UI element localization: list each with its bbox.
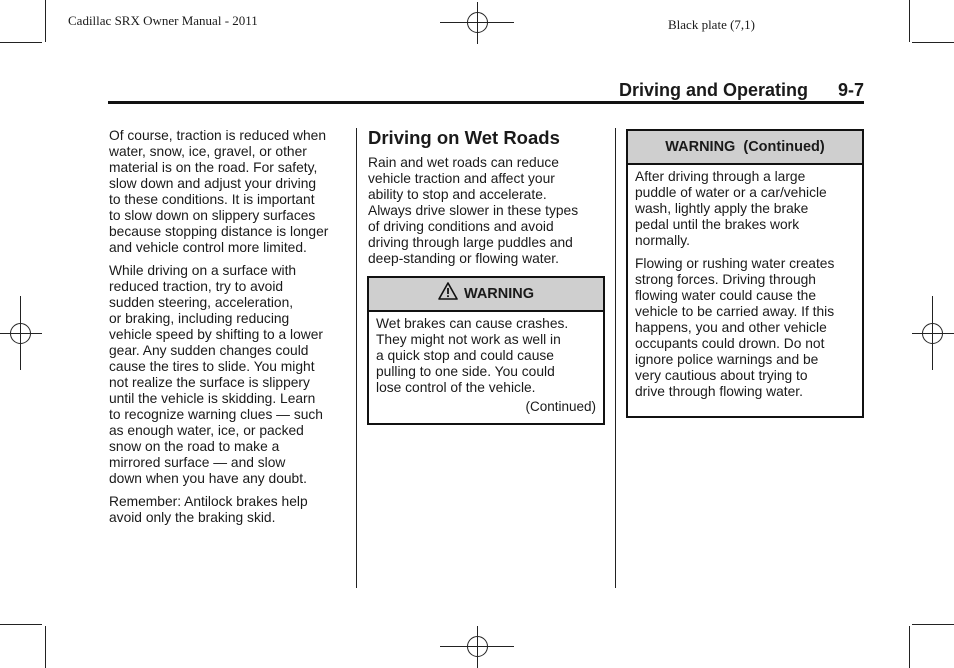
text-line: drive through flowing water. <box>635 384 803 399</box>
crop-mark <box>909 0 910 42</box>
text-line: to recognize warning clues — such <box>109 407 323 422</box>
text-line: Flowing or rushing water creates <box>635 256 835 271</box>
text-line: to these conditions. It is important <box>109 192 315 207</box>
text-line: of driving conditions and avoid <box>368 219 554 234</box>
registration-mark-bottom <box>440 626 514 668</box>
text-line: vehicle traction and affect your <box>368 171 555 186</box>
registration-mark-right <box>912 296 954 370</box>
text-line: occupants could drown. Do not <box>635 336 825 351</box>
crop-mark <box>912 42 954 43</box>
text-line: as enough water, ice, or packed <box>109 423 304 438</box>
crop-mark <box>909 626 910 668</box>
text-line: Always drive slower in these types <box>368 203 579 218</box>
page-number: 9-7 <box>837 80 864 100</box>
text-line: happens, you and other vehicle <box>635 320 827 335</box>
text-line: ignore police warnings and be <box>635 352 819 367</box>
warning-header: WARNING (Continued) <box>628 131 862 165</box>
text-line: Remember: Antilock brakes help <box>109 494 308 509</box>
manual-title: Cadillac SRX Owner Manual - 2011 <box>68 13 258 28</box>
section-title: Driving and Operating <box>618 80 808 100</box>
text-line: mirrored surface — and slow <box>109 455 286 470</box>
text-line: or braking, including reducing <box>109 311 290 326</box>
text-line: until the vehicle is skidding. Learn <box>109 391 316 406</box>
text-line: vehicle to be carried away. If this <box>635 304 835 319</box>
body-paragraph <box>109 128 347 256</box>
warning-text <box>635 169 855 249</box>
body-paragraph <box>109 263 347 487</box>
crop-mark <box>0 42 42 43</box>
crop-mark <box>912 624 954 625</box>
text-line: pulling to one side. You could <box>376 364 555 379</box>
text-line: lose control of the vehicle. <box>376 380 536 395</box>
text-line: snow on the road to make a <box>109 439 280 454</box>
text-line: flowing water could cause the <box>635 288 816 303</box>
body-paragraph <box>109 494 347 526</box>
warning-text <box>635 256 855 400</box>
text-line: sudden steering, acceleration, <box>109 295 294 310</box>
text-line: slow down and adjust your driving <box>109 176 317 191</box>
crop-mark <box>0 624 42 625</box>
text-line: After driving through a large <box>635 169 806 184</box>
text-line: ability to stop and accelerate. <box>368 187 547 202</box>
text-line: not realize the surface is slippery <box>109 375 310 390</box>
warning-text <box>376 316 596 396</box>
text-line: Of course, traction is reduced when <box>109 128 327 143</box>
text-line: a quick stop and could cause <box>376 348 554 363</box>
warning-body <box>369 312 603 415</box>
text-line: reduced traction, try to avoid <box>109 279 284 294</box>
header-rule <box>108 101 864 104</box>
text-line: because stopping distance is longer <box>109 224 329 239</box>
text-line: and vehicle control more limited. <box>109 240 307 255</box>
body-paragraph <box>368 155 600 267</box>
text-line: down when you have any doubt. <box>109 471 307 486</box>
text-line: wash, lightly apply the brake <box>635 201 809 216</box>
column-left <box>109 128 347 533</box>
section-header <box>108 80 864 101</box>
text-line: vehicle speed by shifting to a lower <box>109 327 323 342</box>
registration-mark-left <box>0 296 42 370</box>
column-divider <box>615 128 616 588</box>
text-line: driving through large puddles and <box>368 235 573 250</box>
text-line: Rain and wet roads can reduce <box>368 155 559 170</box>
column-divider <box>356 128 357 588</box>
text-line: to slow down on slippery surfaces <box>109 208 316 223</box>
crop-mark <box>45 0 46 42</box>
text-line: normally. <box>635 233 690 248</box>
continued-label: (Continued) <box>525 399 596 414</box>
warning-body <box>628 165 862 400</box>
crop-mark <box>45 626 46 668</box>
text-line: Wet brakes can cause crashes. <box>376 316 569 331</box>
text-line: water, snow, ice, gravel, or other <box>109 144 307 159</box>
text-line: strong forces. Driving through <box>635 272 816 287</box>
text-line: They might not work as well in <box>376 332 561 347</box>
text-line: avoid only the braking skid. <box>109 510 276 525</box>
warning-title: WARNING <box>463 286 535 302</box>
text-line: puddle of water or a car/vehicle <box>635 185 827 200</box>
text-line: pedal until the brakes work <box>635 217 800 232</box>
text-line: While driving on a surface with <box>109 263 297 278</box>
text-line: cause the tires to slide. You might <box>109 359 315 374</box>
registration-mark-top <box>440 2 514 44</box>
text-line: gear. Any sudden changes could <box>109 343 309 358</box>
warning-triangle-icon <box>438 280 458 312</box>
column-middle <box>368 155 600 274</box>
plate-label: Black plate (7,1) <box>668 17 755 32</box>
text-line: very cautious about trying to <box>635 368 808 383</box>
warning-continued-box <box>626 129 864 418</box>
section-heading: Driving on Wet Roads <box>368 127 560 148</box>
warning-box <box>367 276 605 425</box>
text-line: deep-standing or flowing water. <box>368 251 559 266</box>
warning-header <box>369 278 603 312</box>
text-line: material is on the road. For safety, <box>109 160 318 175</box>
